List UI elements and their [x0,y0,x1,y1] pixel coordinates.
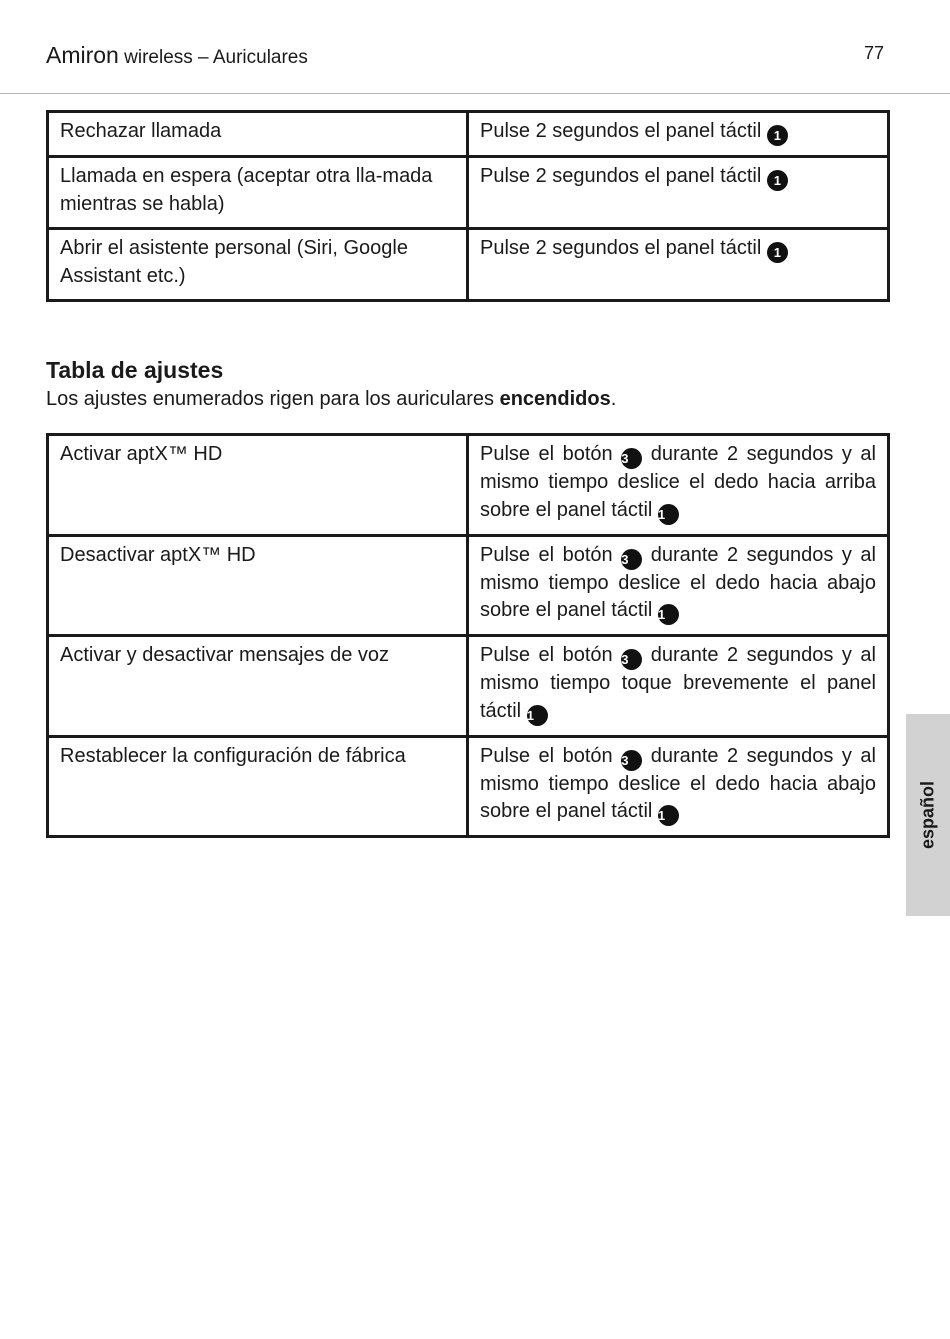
touch-panel-number-icon: 1 [767,170,788,191]
touch-panel-number-icon: 1 [767,125,788,146]
action-cell [468,535,889,636]
function-cell [48,736,468,837]
table-row [48,435,889,536]
function-text: Activar y desactivar mensajes de voz [60,644,390,666]
table-row [48,112,889,157]
action-text: Pulse el botón [480,443,613,465]
button-number-icon: 3 [621,750,642,771]
button-number-icon: 3 [621,448,642,469]
intro-suffix: . [610,388,617,410]
function-text: Rechazar llamada [60,120,222,142]
action-cell [468,636,889,737]
page-number: 77 [863,43,884,63]
action-text: Pulse el botón [480,543,613,566]
function-text: Activar aptX™ HD [60,443,223,465]
touch-panel-number-icon: 1 [767,242,788,263]
action-cell [468,229,889,301]
action-cell [468,157,889,229]
action-text: durante 2 segundos y al mismo tiempo deslice el dedo hacia abajo sobre el panel táctil [480,543,876,621]
table-row [48,736,889,837]
action-text: durante 2 segundos y al mismo tiempo deslice el dedo hacia arriba sobre el panel táctil [480,443,876,521]
action-cell [468,435,889,536]
action-cell [468,736,889,837]
function-text: Llamada en espera (aceptar otra lla-mada mientras se habla) [60,165,433,215]
action-text: durante 2 segundos y al mismo tiempo toque brevemente el panel táctil [480,644,876,722]
touch-panel-number-icon: 1 [658,805,679,826]
button-number-icon: 3 [621,649,642,670]
function-cell [48,157,468,229]
button-number-icon: 3 [621,549,642,570]
table-row [48,157,889,229]
intro-bold-text: encendidos [499,388,611,410]
intro-text: Los ajustes enumerados rigen para los auriculares [46,388,500,410]
language-tab [906,714,950,916]
function-text: Restablecer la configuración de fábrica [60,744,406,767]
header-brand: Amiron [46,42,119,68]
calls-table [46,110,890,302]
table-row [48,535,889,636]
touch-panel-number-icon: 1 [658,504,679,525]
section-title: Tabla de ajustes [46,357,224,383]
action-text: Pulse 2 segundos el panel táctil [480,120,762,142]
action-text: Pulse 2 segundos el panel táctil [480,237,762,259]
header-title [46,42,308,69]
function-cell [48,535,468,636]
function-cell [48,435,468,536]
table-row [48,636,889,737]
action-text: Pulse el botón [480,644,613,666]
section-intro [46,388,616,411]
page-header [0,0,950,94]
touch-panel-number-icon: 1 [527,705,548,726]
settings-table [46,433,890,838]
touch-panel-number-icon: 1 [658,604,679,625]
action-text: Pulse 2 segundos el panel táctil [480,165,762,187]
function-cell [48,229,468,301]
action-text: Pulse el botón [480,744,613,767]
function-text: Abrir el asistente personal (Siri, Google Assistant etc.) [60,237,408,287]
function-cell [48,636,468,737]
function-text: Desactivar aptX™ HD [60,543,256,566]
action-text: durante 2 segundos y al mismo tiempo deslice el dedo hacia abajo sobre el panel táctil [480,744,876,822]
header-subtitle: wireless – Auriculares [124,47,308,68]
action-cell [468,112,889,157]
table-row [48,229,889,301]
language-tab-label: español [917,780,938,850]
function-cell [48,112,468,157]
